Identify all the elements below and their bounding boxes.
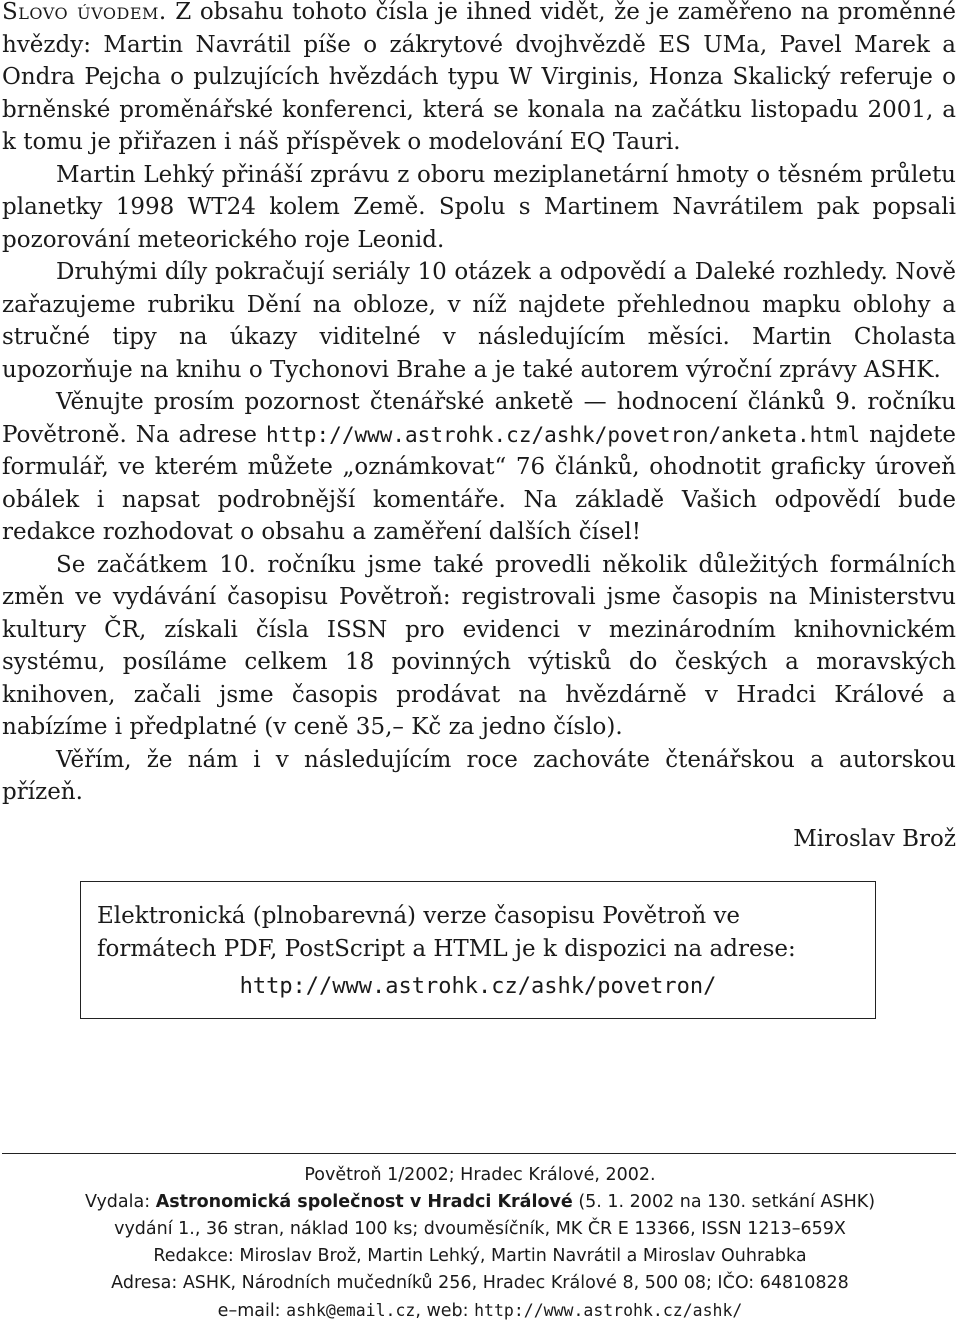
publisher-name: Astronomická společnost v Hradci Králové xyxy=(155,1192,573,1212)
colophon xyxy=(0,1162,960,1325)
colophon-address: Adresa: ASHK, Národních mučedníků 256, Hradec Králové 8, 500 08; IČO: 64810828 xyxy=(111,1273,849,1293)
notice-link[interactable]: http://www.astrohk.cz/ashk/povetron/ xyxy=(239,974,717,999)
editorial xyxy=(2,0,956,852)
notice-box xyxy=(80,881,876,1019)
colophon-editors: Redakce: Miroslav Brož, Martin Lehký, Martin Navrátil a Miroslav Ouhrabka xyxy=(153,1246,807,1266)
paragraph-intro xyxy=(2,0,956,159)
survey-text-before: Věnujte prosím pozornost čtenářské anketě — hodnocení článků 9. ročníku Povětroně. Na adrese xyxy=(2,389,956,448)
email-label: e–mail: xyxy=(217,1301,281,1321)
publisher-label: Vydala: xyxy=(84,1192,151,1212)
section-heading: Slovo úvodem. xyxy=(2,0,167,25)
paragraph-meteors: Martin Lehký přináší zprávu z oboru meziplanetární hmoty o těsném průletu planetky 1998 WT24 kolem Země. Spolu s Martinem Navrátilem pak popsali pozorování meteorického roje Leonid. xyxy=(2,161,956,253)
publisher-note: (5. 1. 2002 na 130. setkání ASHK) xyxy=(578,1192,876,1212)
colophon-edition: vydání 1., 36 stran, náklad 100 ks; dvouměsíčník, MK ČR E 13366, ISSN 1213–659X xyxy=(114,1219,846,1239)
web-link[interactable]: http://www.astrohk.cz/ashk/ xyxy=(474,1301,743,1320)
paragraph-text: Z obsahu tohoto čísla je ihned vidět, že je zaměřeno na proměnné hvězdy: Martin Navrátil píše o zákrytové dvojhvězdě ES UMa, Pavel Marek a Ondra Pejcha o pulzujících hvězdách typu W Virginis, Honza Skalický referuje o brněnské proměnářské konferenci, která se konala na začátku listopadu 2001, a k tomu je přiřazen i náš příspěvek o modelování EQ Tauri. xyxy=(2,0,956,155)
survey-link[interactable]: http://www.astrohk.cz/ashk/povetron/anketa.html xyxy=(265,422,861,447)
colophon-contact xyxy=(0,1297,960,1325)
footer-divider xyxy=(2,1153,956,1154)
notice-text: Elektronická (plnobarevná) verze časopisu Povětroň ve formátech PDF, PostScript a HTML je k dispozici na adrese: xyxy=(97,903,796,962)
colophon-issue: Povětroň 1/2002; Hradec Králové, 2002. xyxy=(304,1165,656,1185)
paragraph-changes: Se začátkem 10. ročníku jsme také provedli několik důležitých formálních změn ve vydávání časopisu Povětroň: registrovali jsme časopis na Ministerstvu kultury ČR, získali čísla ISSN pro evidenci v mezinárodním knihovnickém systému, posíláme celkem 18 povinných výtisků do českých a moravských knihoven, začali jsme časopis prodávat na hvězdárně v Hradci Králové a nabízíme i předplatné (v ceně 35,– Kč za jedno číslo). xyxy=(2,551,956,740)
paragraph-survey xyxy=(2,386,956,549)
email-link[interactable]: ashk@email.cz xyxy=(286,1301,416,1320)
survey-text-after: najdete formulář, ve kterém můžete „oznámkovat“ 76 článků, ohodnotit graficky úroveň obálek i napsat podrobnější komentáře. Na základě Vašich odpovědí bude redakce rozhodovat o obsahu a zaměření dalších čísel! xyxy=(2,421,957,545)
colophon-publisher xyxy=(0,1189,960,1216)
signature: Miroslav Brož xyxy=(793,825,956,852)
web-label: , web: xyxy=(415,1301,469,1321)
paragraph-series: Druhými díly pokračují seriály 10 otázek a odpovědí a Daleké rozhledy. Nově zařazujeme rubriku Dění na obloze, v níž najdete přehlednou mapku oblohy a stručné tipy na úkazy viditelné v následujícím měsíci. Martin Cholasta upozorňuje na knihu o Tychonovi Brahe a je také autorem výroční zprávy ASHK. xyxy=(2,259,956,383)
paragraph-closing: Věřím, že nám i v následujícím roce zachováte čtenářskou a autorskou přízeň. xyxy=(2,746,956,805)
